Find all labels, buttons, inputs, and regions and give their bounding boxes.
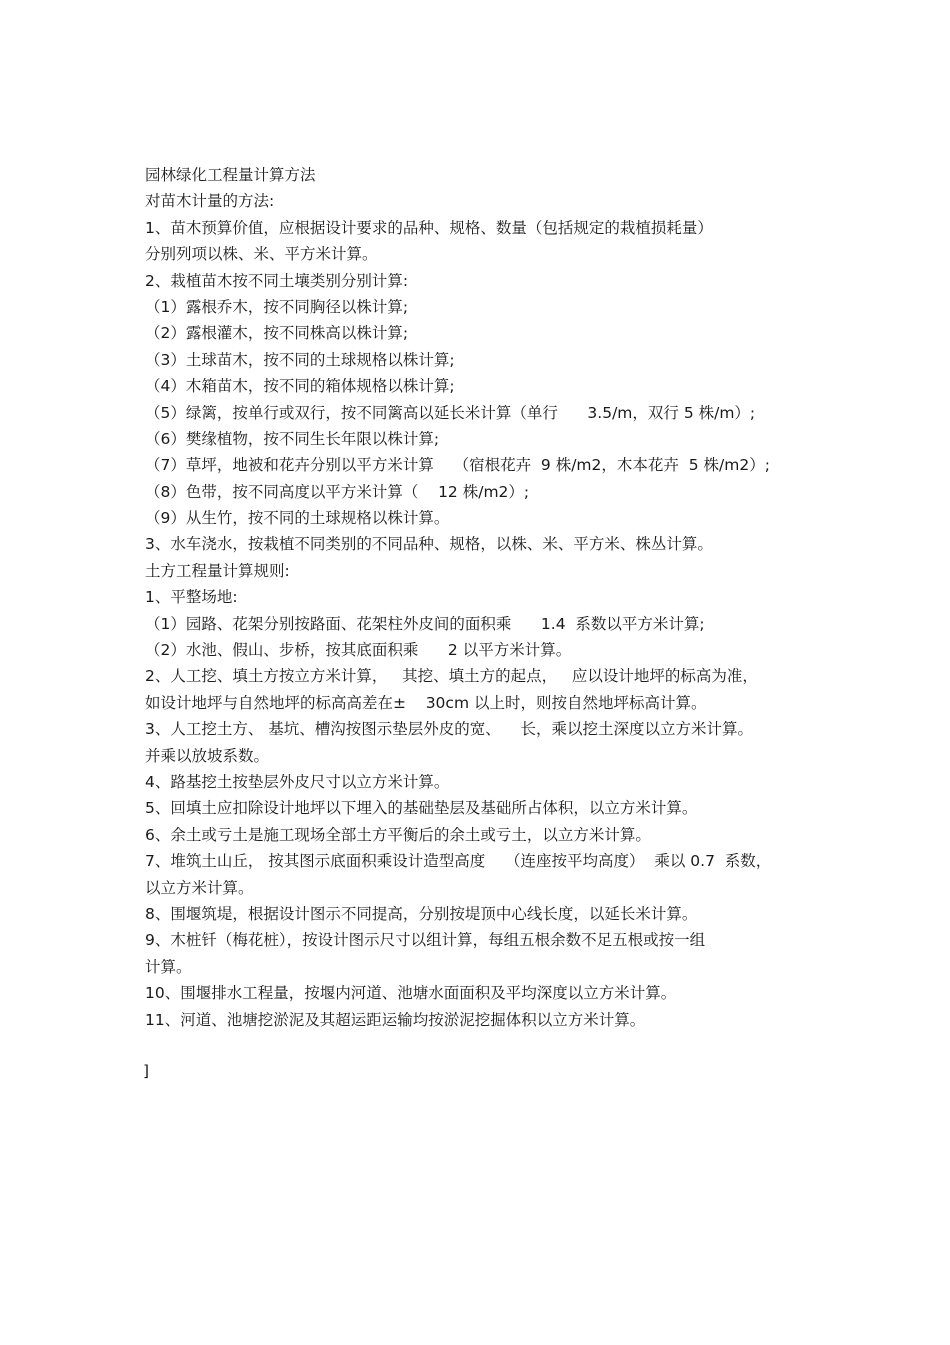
- text-line: 3、人工挖土方、 基坑、槽沟按图示垫层外皮的宽、 长，乘以挖土深度以立方米计算。: [145, 720, 753, 739]
- text-line: 8、围堰筑堤，根据设计图示不同提高，分别按堤顶中心线长度，以延长米计算。: [145, 904, 698, 923]
- text-line: （8）色带，按不同高度以平方米计算（ 12 株/m2）;: [145, 482, 530, 501]
- text-line: 如设计地坪与自然地坪的标高高差在± 30cm 以上时，则按自然地坪标高计算。: [145, 693, 707, 712]
- section-heading-earthwork: 土方工程量计算规则:: [145, 561, 290, 580]
- text-line: 1、苗木预算价值，应根据设计要求的品种、规格、数量（包括规定的栽植损耗量）: [145, 218, 713, 237]
- document-body: [145, 162, 825, 1033]
- text-line: 10、围堰排水工程量，按堰内河道、池塘水面面积及平均深度以立方米计算。: [145, 984, 677, 1003]
- section-heading-seedlings: 对苗木计量的方法:: [145, 192, 275, 211]
- text-line: 9、木桩钎（梅花桩），按设计图示尺寸以组计算，每组五根余数不足五根或按一组: [145, 931, 706, 950]
- trailing-bracket: ]: [143, 1062, 150, 1080]
- text-line: （5）绿篱，按单行或双行，按不同篱高以延长米计算（单行 3.5/m，双行 5 株/m）;: [145, 403, 756, 422]
- text-line: 11、河道、池塘挖淤泥及其超运距运输均按淤泥挖掘体积以立方米计算。: [145, 1010, 646, 1029]
- text-line: 2、栽植苗木按不同土壤类别分别计算:: [145, 271, 409, 290]
- text-line: 7、堆筑土山丘， 按其图示底面积乘设计造型高度 （连座按平均高度） 乘以 0.7 系数，: [145, 852, 772, 871]
- text-line: （9）从生竹，按不同的土球规格以株计算。: [145, 509, 450, 528]
- text-line: （2）水池、假山、步桥，按其底面积乘 2 以平方米计算。: [145, 641, 572, 660]
- text-line: 5、回填土应扣除设计地坪以下埋入的基础垫层及基础所占体积，以立方米计算。: [145, 799, 698, 818]
- text-line: （1）露根乔木，按不同胸径以株计算;: [145, 297, 409, 316]
- text-line: 并乘以放坡系数。: [145, 746, 270, 765]
- text-line: （3）土球苗木，按不同的土球规格以株计算;: [145, 350, 455, 369]
- text-line: （7）草坪，地被和花卉分别以平方米计算 （宿根花卉 9 株/m2，木本花卉 5 株/m2）;: [145, 456, 770, 475]
- text-line: 以立方米计算。: [145, 878, 254, 897]
- text-line: 1、平整场地:: [145, 588, 238, 607]
- text-line: 3、水车浇水，按栽植不同类别的不同品种、规格，以株、米、平方米、株丛计算。: [145, 535, 713, 554]
- text-line: （2）露根灌木，按不同株高以株计算;: [145, 324, 409, 343]
- text-line: （4）木箱苗木，按不同的箱体规格以株计算;: [145, 377, 455, 396]
- text-line: （6）樊缘植物，按不同生长年限以株计算;: [145, 429, 440, 448]
- text-line: 分别列项以株、米、平方米计算。: [145, 245, 378, 264]
- text-line: 计算。: [145, 957, 192, 976]
- text-line: 4、路基挖土按垫层外皮尺寸以立方米计算。: [145, 772, 450, 791]
- document-title: 园林绿化工程量计算方法: [145, 166, 316, 184]
- text-line: 2、人工挖、填土方按立方米计算， 其挖、填土方的起点， 应以设计地坪的标高为准，: [145, 667, 758, 686]
- text-line: （1）园路、花架分别按路面、花架柱外皮间的面积乘 1.4 系数以平方米计算;: [145, 614, 705, 633]
- text-line: 6、余土或亏土是施工现场全部土方平衡后的余土或亏土，以立方米计算。: [145, 825, 651, 844]
